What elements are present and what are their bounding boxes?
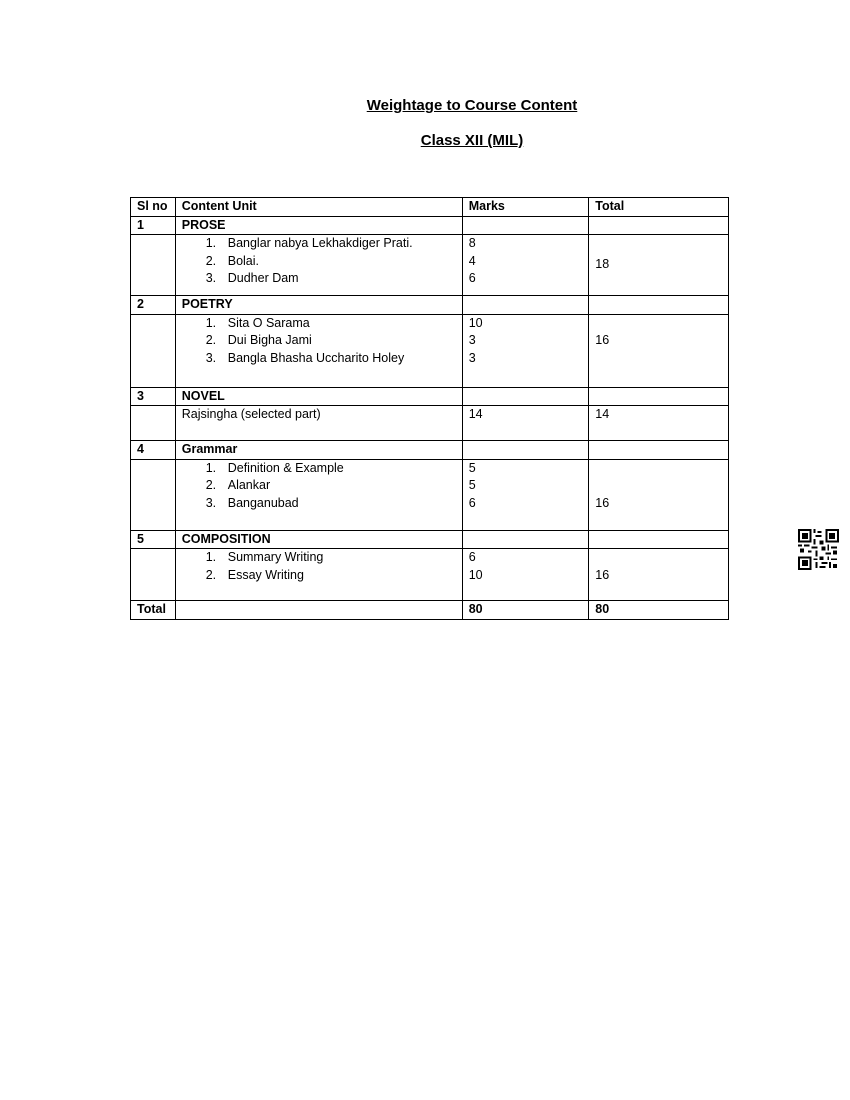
marks-list: 10 3 3: [462, 314, 589, 387]
header-content: Content Unit: [175, 198, 462, 217]
section-sl: 2: [131, 296, 176, 315]
list-item: 2. Bolai.: [205, 253, 260, 268]
qr-code-icon: [798, 529, 839, 570]
item-list: [175, 314, 462, 387]
list-item: 2. Essay Writing: [205, 567, 304, 582]
section-total: 16: [589, 459, 729, 530]
header-sl: Sl no: [131, 198, 176, 217]
list-item: 2. Dui Bigha Jami: [205, 333, 312, 347]
section-row-composition: [131, 530, 729, 549]
section-name: PROSE: [175, 216, 462, 235]
marks-list: 5 5 6: [462, 459, 589, 530]
section-total: 18: [589, 235, 729, 296]
section-items-grammar: [131, 459, 729, 530]
list-item: 1. Sita O Sarama: [205, 315, 310, 330]
header-total: Total: [589, 198, 729, 217]
section-name: NOVEL: [175, 387, 462, 406]
list-item: 2. Alankar: [205, 478, 271, 492]
page-subtitle: Class XII (MIL): [420, 132, 524, 149]
section-items-composition: [131, 549, 729, 601]
section-name: COMPOSITION: [175, 530, 462, 549]
section-sl: 5: [131, 530, 176, 549]
page-title: Weightage to Course Content: [366, 97, 578, 114]
item-list: [175, 459, 462, 530]
section-row-novel: [131, 387, 729, 406]
list-item: 1. Definition & Example: [205, 460, 344, 475]
section-sl: 3: [131, 387, 176, 406]
item-plain: Rajsingha (selected part): [175, 406, 462, 441]
section-row-grammar: [131, 441, 729, 460]
total-row: [131, 601, 729, 620]
marks-list: 8 4 6: [462, 235, 589, 296]
section-name: Grammar: [175, 441, 462, 460]
marks-list: 6 10: [462, 549, 589, 601]
section-items-poetry: [131, 314, 729, 387]
section-sl: 1: [131, 216, 176, 235]
header-marks: Marks: [462, 198, 589, 217]
total-total: 80: [589, 601, 729, 620]
list-item: 3. Dudher Dam: [205, 271, 299, 285]
list-item: 3. Banganubad: [205, 495, 299, 510]
total-label: Total: [131, 601, 176, 620]
section-total: 14: [589, 406, 729, 441]
section-row-prose: [131, 216, 729, 235]
item-list: [175, 235, 462, 296]
section-row-poetry: [131, 296, 729, 315]
section-total: 16: [589, 549, 729, 601]
header-row: [131, 198, 729, 217]
list-item: 1. Banglar nabya Lekhakdiger Prati.: [205, 236, 413, 250]
section-total: 16: [589, 314, 729, 387]
section-items-novel: [131, 406, 729, 441]
list-item: 1. Summary Writing: [205, 550, 324, 564]
section-items-prose: [131, 235, 729, 296]
item-list: [175, 549, 462, 601]
list-item: 3. Bangla Bhasha Uccharito Holey: [205, 350, 405, 365]
total-marks: 80: [462, 601, 589, 620]
weightage-table: [130, 197, 729, 620]
item-marks: 14: [462, 406, 589, 441]
section-name: POETRY: [175, 296, 462, 315]
section-sl: 4: [131, 441, 176, 460]
